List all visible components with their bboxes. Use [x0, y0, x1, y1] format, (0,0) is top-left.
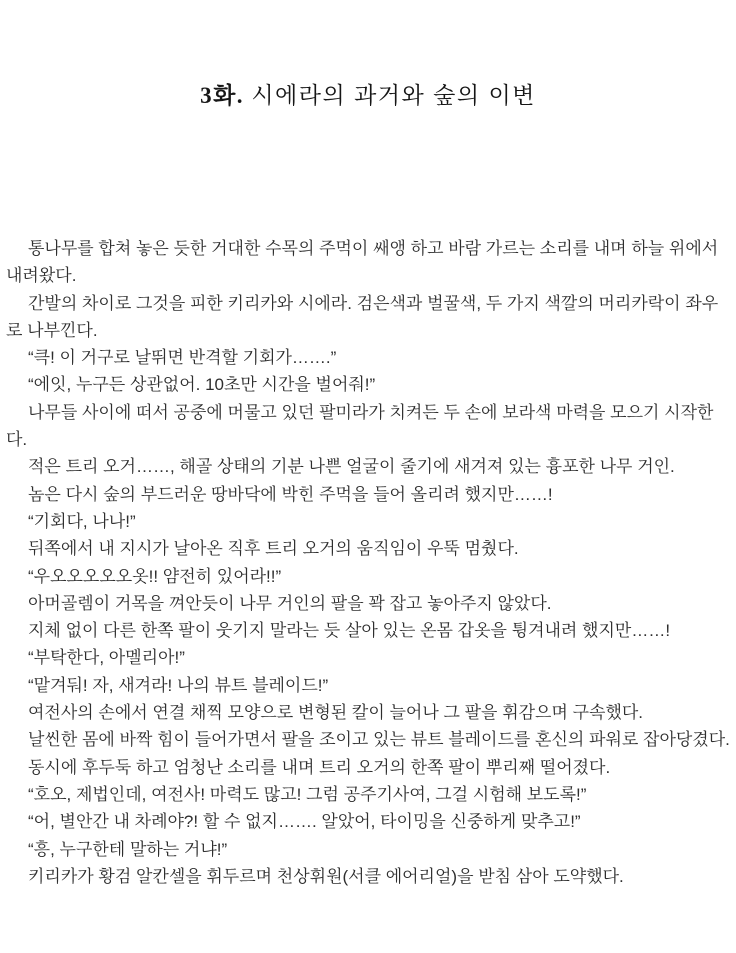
chapter-name: 시에라의 과거와 숲의 이변	[251, 82, 536, 108]
story-paragraph: 뒤쪽에서 내 지시가 날아온 직후 트리 오거의 움직임이 우뚝 멈췄다.	[28, 539, 519, 559]
story-paragraph: “흥, 누구한테 말하는 거냐!”	[28, 839, 228, 859]
chapter-title	[0, 0, 736, 111]
story-paragraph: 놈은 다시 숲의 부드러운 땅바닥에 박힌 주먹을 들어 올리려 했지만……!	[28, 484, 553, 504]
story-paragraph: “우오오오오오옷!! 얌전히 있어라!!”	[28, 566, 282, 586]
chapter-number: 3화.	[200, 83, 245, 108]
story-paragraph: 여전사의 손에서 연결 채찍 모양으로 변형된 칼이 늘어나 그 팔을 휘감으며 구속했다.	[28, 703, 644, 723]
story-paragraph: 통나무를 합쳐 놓은 듯한 거대한 수목의 주먹이 쌔앵 하고 바람 가르는 소리를 내며 하늘 위에서 내려왔다.	[6, 239, 719, 286]
story-paragraph: “호오, 제법인데, 여전사! 마력도 많고! 그럼 공주기사여, 그걸 시험해 보도록!”	[28, 784, 587, 804]
story-paragraph: 동시에 후두둑 하고 엄청난 소리를 내며 트리 오거의 한쪽 팔이 뿌리째 떨어졌다.	[28, 757, 611, 777]
story-paragraph: “기회다, 나나!”	[28, 511, 136, 531]
story-paragraph: 지체 없이 다른 한쪽 팔이 웃기지 말라는 듯 살아 있는 온몸 갑옷을 튕겨내려 했지만……!	[28, 621, 671, 641]
story-paragraph: “큭! 이 거구로 날뛰면 반격할 기회가…….”	[28, 348, 337, 368]
story-paragraph: 날씬한 몸에 바짝 힘이 들어가면서 팔을 조이고 있는 뷰트 블레이드를 혼신의 파워로 잡아당겼다.	[28, 730, 730, 750]
story-paragraph: “어, 별안간 내 차례야?! 할 수 없지……. 알았어, 타이밍을 신중하게 맞추고!”	[28, 812, 581, 832]
story-paragraph: 적은 트리 오거……, 해골 상태의 기분 나쁜 얼굴이 줄기에 새겨져 있는 흉포한 나무 거인.	[28, 457, 675, 477]
story-paragraph: “에잇, 누구든 상관없어. 10초만 시간을 벌어줘!”	[28, 375, 376, 395]
story-paragraph: 나무들 사이에 떠서 공중에 머물고 있던 팔미라가 치켜든 두 손에 보라색 마력을 모으기 시작한다.	[6, 402, 714, 450]
chapter-body	[0, 235, 736, 890]
story-paragraph: 간발의 차이로 그것을 피한 키리카와 시에라. 검은색과 벌꿀색, 두 가지 색깔의 머리카락이 좌우로 나부낀다.	[6, 293, 719, 340]
story-paragraph: “맡겨둬! 자, 새겨라! 나의 뷰트 블레이드!”	[28, 675, 329, 695]
story-paragraph: 키리카가 황검 알칸셀을 휘두르며 천상휘원(서클 에어리얼)을 받침 삼아 도약했다.	[28, 866, 624, 886]
story-paragraph: “부탁한다, 아멜리아!”	[28, 648, 185, 668]
story-paragraph: 아머골렘이 거목을 껴안듯이 나무 거인의 팔을 꽉 잡고 놓아주지 않았다.	[28, 593, 552, 613]
